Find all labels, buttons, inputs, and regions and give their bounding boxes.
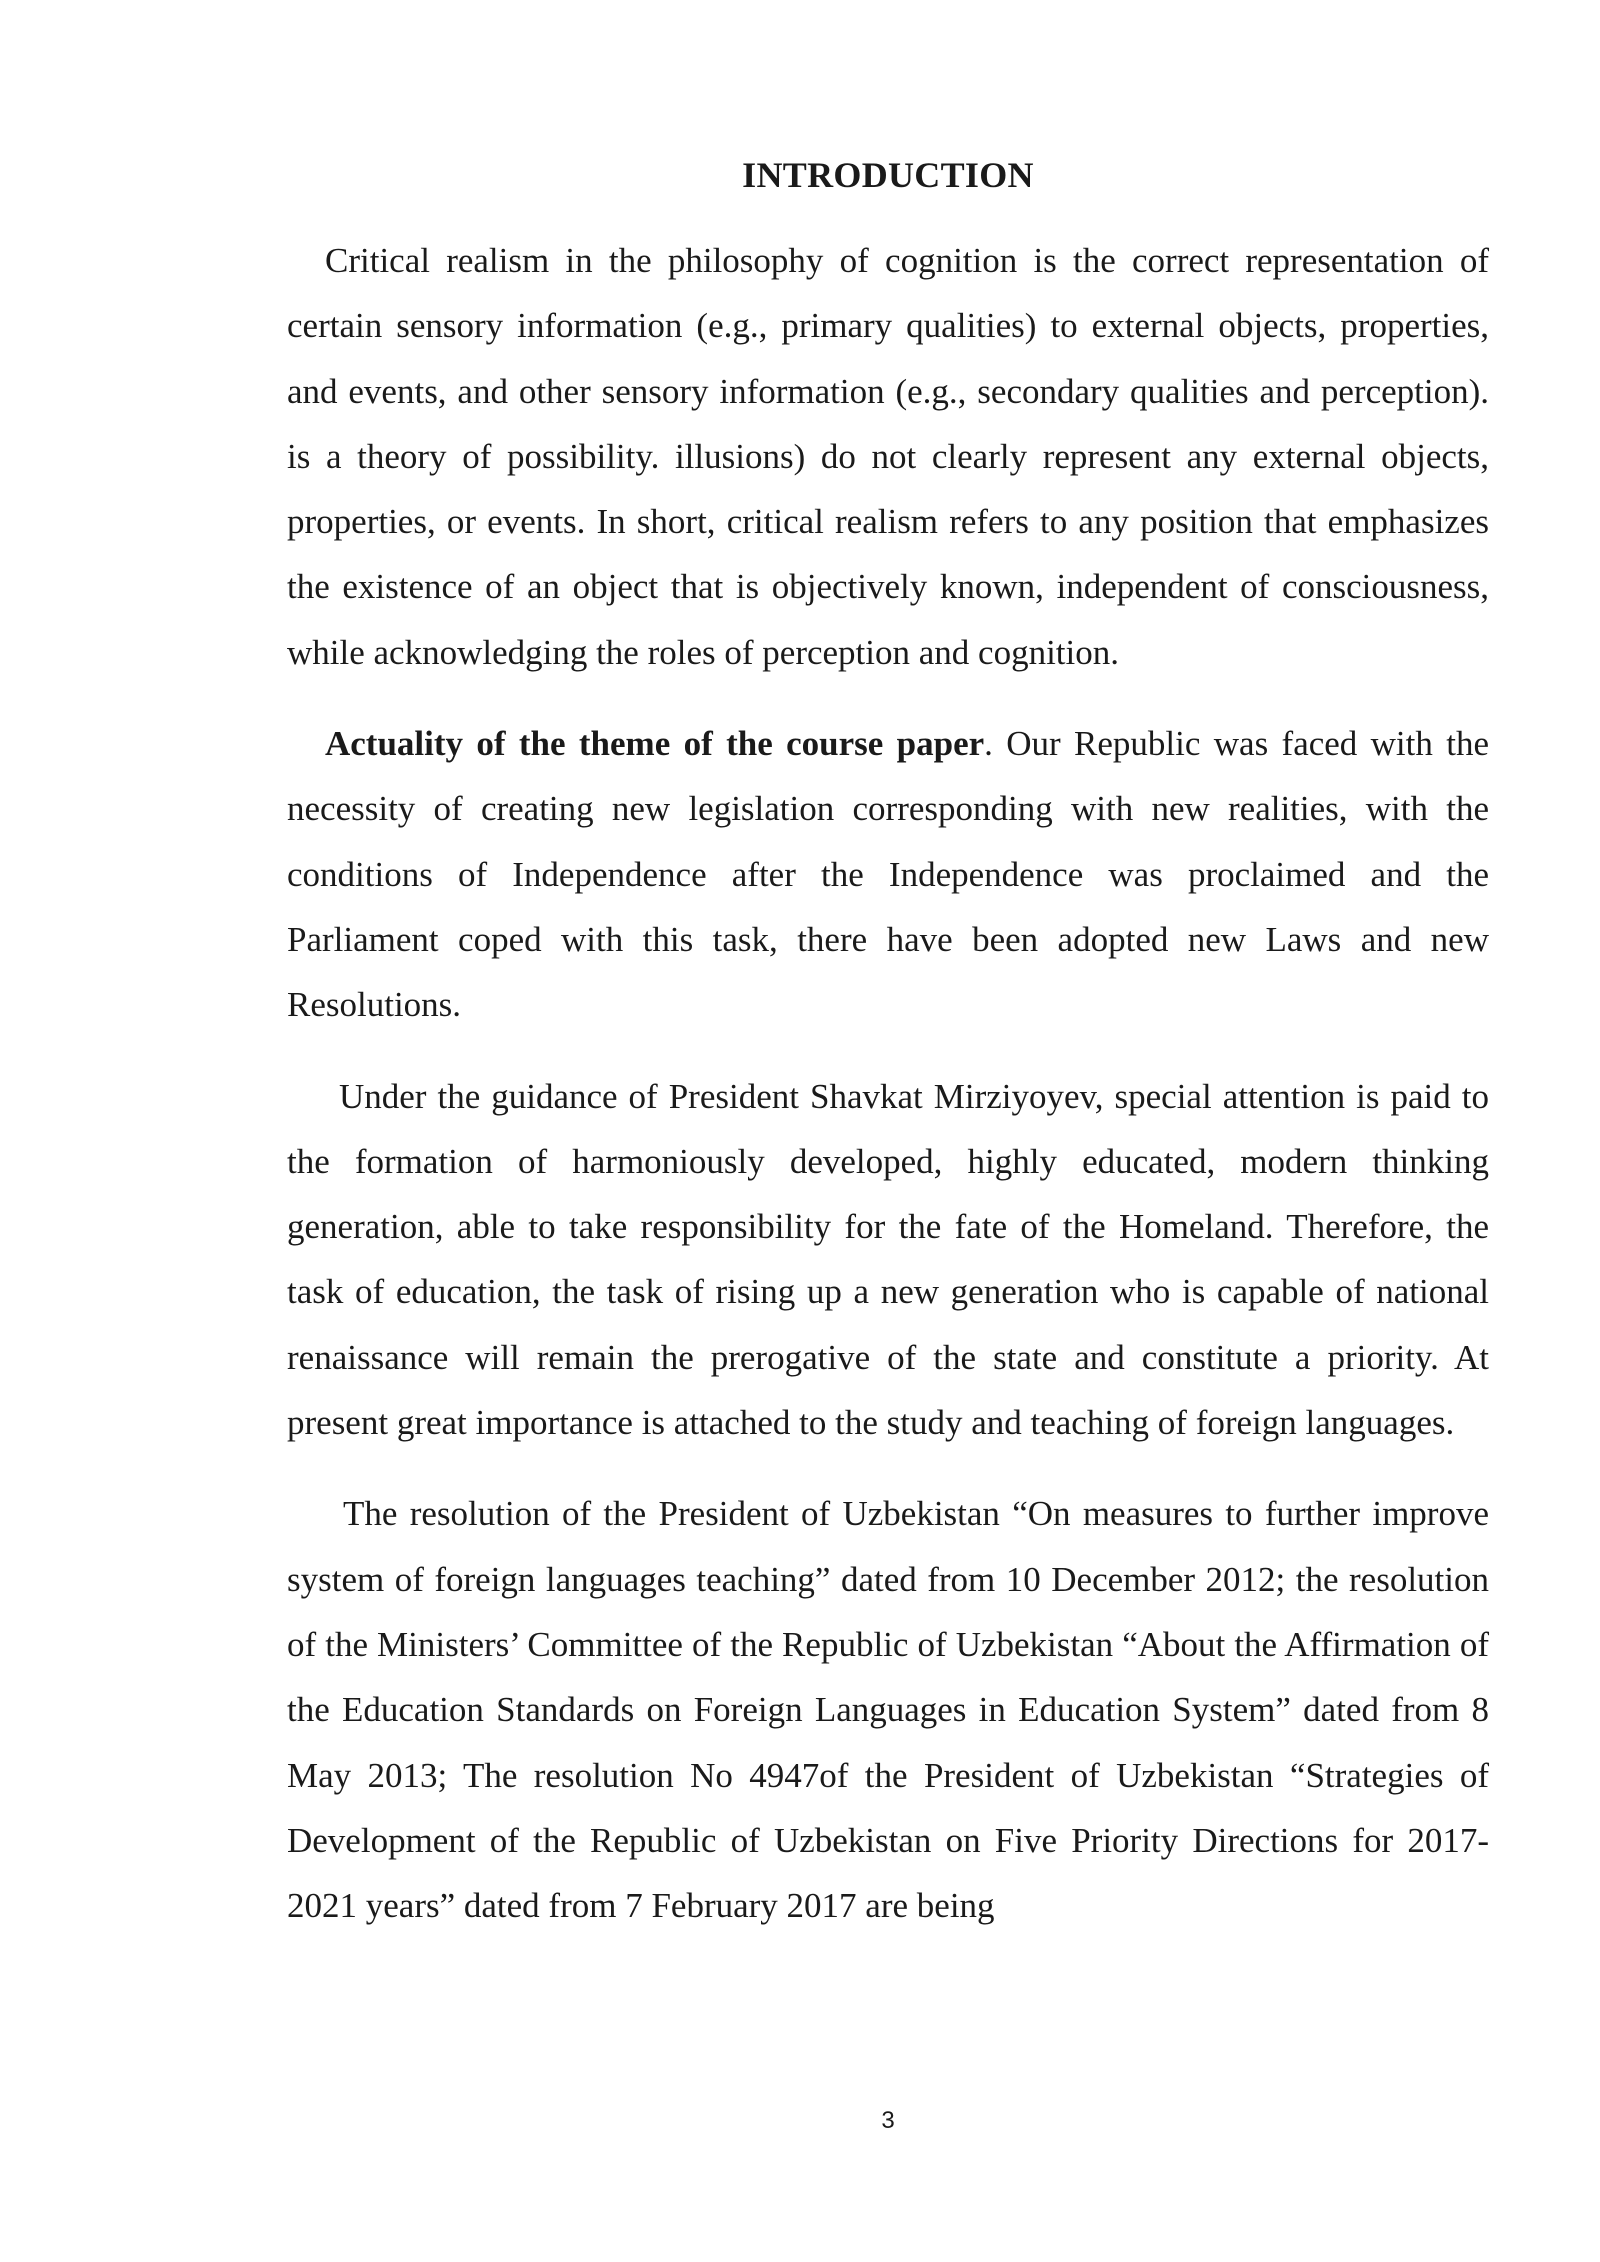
document-body [287, 228, 1489, 1964]
paragraph-text: The resolution of the President of Uzbekistan “On measures to further improve system of foreign languages teaching” dated from 10 December 2012; the resolution of the Ministers’ Committee of the Republic of Uzbekistan “About the Affirmation of the Education Standards on Foreign Languages in Education System” dated from 8 May 2013; The resolution No 4947of the President of Uzbekistan “Strategies of Development of the Republic of Uzbekistan on Five Priority Directions for 2017-2021 years” dated from 7 February 2017 are being [287, 1494, 1489, 1926]
paragraph-guidance [287, 1064, 1489, 1456]
page-number: 3 [881, 2107, 895, 2134]
paragraph-text: . Our Republic was faced with the necessity of creating new legislation corresponding with new realities, with the conditions of Independence after the Independence was proclaimed and the Parliament coped with this task, there have been adopted new Laws and new Resolutions. [287, 724, 1489, 1025]
paragraph-text: Under the guidance of President Shavkat Mirziyoyev, special attention is paid to the formation of harmoniously developed, highly educated, modern thinking generation, able to take responsibility for the fate of the Homeland. Therefore, the task of education, the task of rising up a new generation who is capable of national renaissance will remain the prerogative of the state and constitute a priority. At present great importance is attached to the study and teaching of foreign languages. [287, 1076, 1489, 1443]
paragraph-critical-realism [287, 228, 1489, 685]
paragraph-resolution [287, 1481, 1489, 1938]
paragraph-lead-bold: Actuality of the theme of the course paper [325, 724, 985, 764]
paragraph-actuality [287, 711, 1489, 1037]
page-title: INTRODUCTION [742, 155, 1034, 195]
paragraph-text: Critical realism in the philosophy of cognition is the correct representation of certain sensory information (e.g., primary qualities) to external objects, properties, and events, and other sensory information (e.g., secondary qualities and perception). is a theory of possibility. illusions) do not clearly represent any external objects, properties, or events. In short, critical realism refers to any position that emphasizes the existence of an object that is objectively known, independent of consciousness, while acknowledging the roles of perception and cognition. [287, 241, 1489, 672]
